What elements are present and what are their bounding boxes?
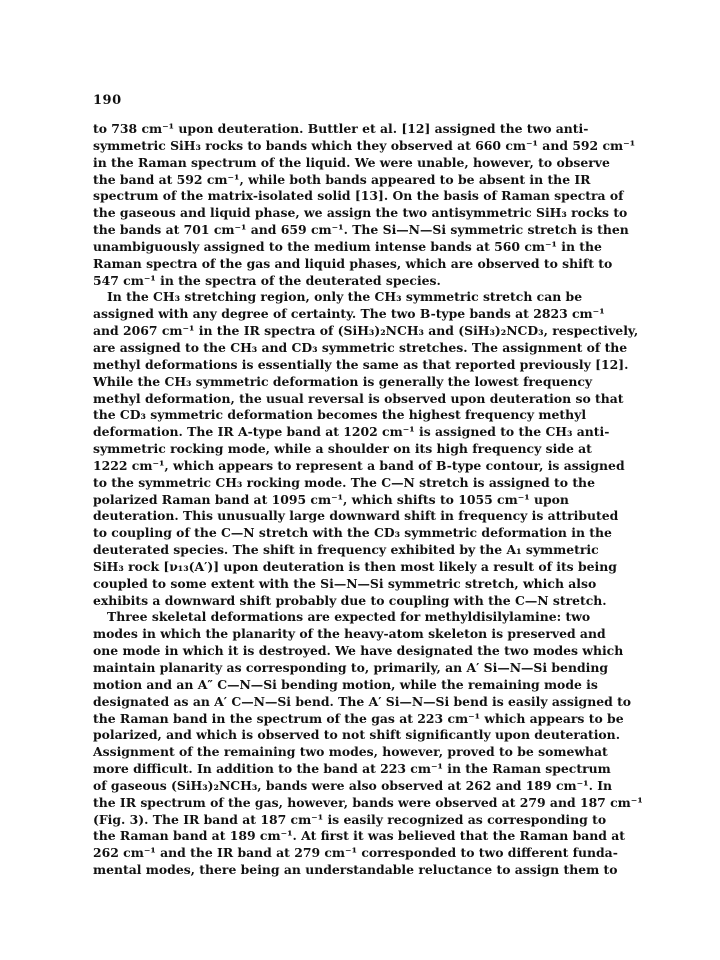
text-line: modes in which the planarity of the heavy-atom skeleton is preserved and [93,626,606,642]
text-line: deformation. The IR A-type band at 1202 cm⁻¹ is assigned to the CH₃ anti- [93,424,610,440]
text-line: to 738 cm⁻¹ upon deuteration. Buttler et al. [12] assigned the two anti- [93,121,589,136]
text-line: (Fig. 3). The IR band at 187 cm⁻¹ is easily recognized as corresponding to [93,811,607,827]
text-line: assigned with any degree of certainty. The two B-type bands at 2823 cm⁻¹ [93,306,605,322]
body-text [93,121,643,879]
text-line: to coupling of the C—N stretch with the CD₃ symmetric deformation in the [93,525,612,541]
text-line: coupled to some extent with the Si—N—Si symmetric stretch, which also [93,575,597,591]
text-line: symmetric rocking mode, while a shoulder on its high frequency side at [93,441,592,457]
text-line: methyl deformation, the usual reversal is observed upon deuteration so that [93,390,624,406]
text-line: exhibits a downward shift probably due to coupling with the C—N stretch. [93,592,607,608]
text-line: Three skeletal deformations are expected for methyldisilylamine: two [107,609,591,625]
text-line: one mode in which it is destroyed. We have designated the two modes which [93,643,624,659]
text-line: While the CH₃ symmetric deformation is generally the lowest frequency [93,373,593,389]
text-line: the IR spectrum of the gas, however, bands were observed at 279 and 187 cm⁻¹ [93,794,643,810]
text-line: Assignment of the remaining two modes, however, proved to be somewhat [93,744,608,760]
text-line: 547 cm⁻¹ in the spectra of the deuterated species. [93,272,441,288]
text-line: deuterated species. The shift in frequency exhibited by the A₁ symmetric [93,542,599,558]
text-line: motion and an A″ C—N—Si bending motion, while the remaining mode is [93,676,598,692]
paragraph [93,289,639,609]
text-line: are assigned to the CH₃ and CD₃ symmetric stretches. The assignment of the [93,339,628,355]
text-line: In the CH₃ stretching region, only the CH₃ symmetric stretch can be [107,289,583,305]
text-line: mental modes, there being an understandable reluctance to assign them to [93,862,618,878]
text-line: maintain planarity as corresponding to, primarily, an A′ Si—N—Si bending [93,660,608,675]
paragraph [93,609,643,879]
text-line: SiH₃ rock [ν₁₃(A′)] upon deuteration is then most likely a result of its being [93,558,617,574]
text-line: deuteration. This unusually large downward shift in frequency is attributed [93,508,619,524]
text-line: the CD₃ symmetric deformation becomes the highest frequency methyl [93,407,587,423]
paragraph [93,121,636,289]
text-line: in the Raman spectrum of the liquid. We were unable, however, to observe [93,154,610,170]
text-line: unambiguously assigned to the medium intense bands at 560 cm⁻¹ in the [93,238,602,254]
text-line: polarized, and which is observed to not shift significantly upon deuteration. [93,727,621,743]
text-line: the band at 592 cm⁻¹, while both bands appeared to be absent in the IR [93,171,591,187]
text-line: of gaseous (SiH₃)₂NCH₃, bands were also observed at 262 and 189 cm⁻¹. In [93,777,612,793]
text-line: to the symmetric CH₃ rocking mode. The C—N stretch is assigned to the [93,474,595,490]
text-line: and 2067 cm⁻¹ in the IR spectra of (SiH₃)₂NCH₃ and (SiH₃)₂NCD₃, respectively, [93,323,639,339]
text-line: the gaseous and liquid phase, we assign the two antisymmetric SiH₃ rocks to [93,205,628,221]
text-line: spectrum of the matrix-isolated solid [13]. On the basis of Raman spectra of [93,188,624,204]
text-line: more difficult. In addition to the band at 223 cm⁻¹ in the Raman spectrum [93,761,611,777]
page-number: 190 [93,93,122,108]
text-line: the bands at 701 cm⁻¹ and 659 cm⁻¹. The Si—N—Si symmetric stretch is then [93,222,629,238]
text-line: 262 cm⁻¹ and the IR band at 279 cm⁻¹ corresponded to two different funda- [93,845,618,861]
text-line: designated as an A′ C—N—Si bend. The A′ Si—N—Si bend is easily assigned to [93,693,632,709]
text-line: symmetric SiH₃ rocks to bands which they observed at 660 cm⁻¹ and 592 cm⁻¹ [93,137,636,153]
text-line: methyl deformations is essentially the same as that reported previously [12]. [93,356,629,372]
text-line: polarized Raman band at 1095 cm⁻¹, which shifts to 1055 cm⁻¹ upon [93,491,569,507]
text-line: the Raman band at 189 cm⁻¹. At first it was believed that the Raman band at [93,828,626,844]
text-line: Raman spectra of the gas and liquid phases, which are observed to shift to [93,255,613,271]
text-line: 1222 cm⁻¹, which appears to represent a band of B-type contour, is assigned [93,457,625,473]
text-line: the Raman band in the spectrum of the gas at 223 cm⁻¹ which appears to be [93,710,624,726]
